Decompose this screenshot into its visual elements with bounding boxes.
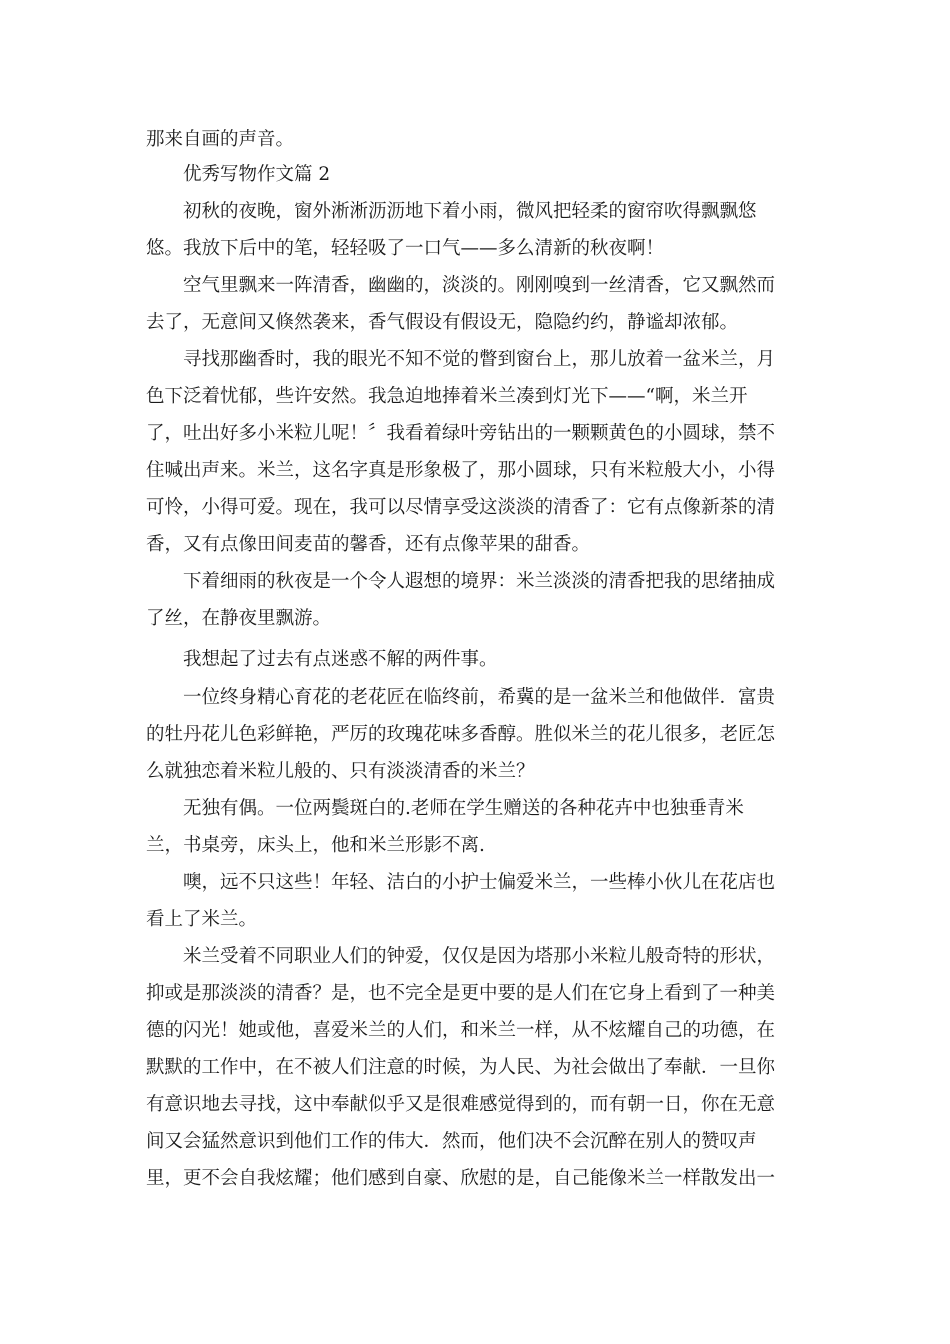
text-line: 无独有偶。一位两鬓斑白的.老师在学生赠送的各种花卉中也独垂青米	[146, 798, 744, 819]
text-line: 那来自画的声音。	[146, 129, 295, 150]
text-line: 德的闪光！她或他，喜爱米兰的人们，和米兰一样，从不炫耀自己的功德，在	[146, 1020, 776, 1041]
text-line: 么就独恋着米粒儿般的、只有淡淡清香的米兰？	[146, 761, 535, 782]
text-line: 兰，书桌旁，床头上，他和米兰形影不离.	[146, 835, 485, 856]
text-line: 我想起了过去有点迷惑不解的两件事。	[146, 649, 498, 670]
text-line: 寻找那幽香时，我的眼光不知不觉的瞥到窗台上，那儿放着一盆米兰，月	[146, 349, 776, 370]
text-line: 的牡丹花儿色彩鲜艳，严厉的玫瑰花味多香醇。胜似米兰的花儿很多，老匠怎	[146, 724, 776, 745]
text-line: 看上了米兰。	[146, 909, 258, 930]
text-line: 默默的工作中，在不被人们注意的时候，为人民、为社会做出了奉献．一旦你	[146, 1057, 776, 1078]
text-line: 米兰受着不同职业人们的钟爱，仅仅是因为塔那小米粒儿般奇特的形状，	[146, 946, 776, 967]
text-line: 抑或是那淡淡的清香？是，也不完全是更中要的是人们在它身上看到了一种美	[146, 983, 776, 1004]
text-line: 有意识地去寻找，这中奉献似乎又是很难感觉得到的，而有朝一日，你在无意	[146, 1094, 776, 1115]
text-line: 住喊出声来。米兰，这名字真是形象极了，那小圆球，只有米粒般大小，小得	[146, 460, 776, 481]
text-line: 初秋的夜晚，窗外淅淅沥沥地下着小雨，微风把轻柔的窗帘吹得飘飘悠	[146, 201, 757, 222]
text-line: 香，又有点像田间麦苗的馨香，还有点像苹果的甜香。	[146, 534, 591, 555]
text-line: 噢，远不只这些！年轻、洁白的小护士偏爱米兰，一些棒小伙儿在花店也	[146, 872, 776, 893]
text-line: 下着细雨的秋夜是一个令人遐想的境界：米兰淡淡的清香把我的思绪抽成	[146, 571, 776, 592]
text-line: 空气里飘来一阵清香，幽幽的，淡淡的。刚刚嗅到一丝清香，它又飘然而	[146, 275, 776, 296]
section-heading: 优秀写物作文篇 2	[146, 164, 331, 185]
text-line: 色下泛着忧郁，些许安然。我急迫地捧着米兰凑到灯光下——“啊，米兰开	[146, 386, 748, 407]
text-line: 间又会猛然意识到他们工作的伟大．然而，他们决不会沉醉在别人的赞叹声	[146, 1131, 757, 1152]
text-line: 了，吐出好多小米粒儿呢！〞我看着绿叶旁钻出的一颗颗黄色的小圆球，禁不	[146, 423, 776, 444]
text-line: 一位终身精心育花的老花匠在临终前，希冀的是一盆米兰和他做伴．富贵	[146, 687, 776, 708]
text-line: 悠。我放下后中的笔，轻轻吸了一口气——多么清新的秋夜啊！	[146, 238, 665, 259]
text-line: 了丝，在静夜里飘游。	[146, 608, 332, 629]
text-line: 里，更不会自我炫耀；他们感到自豪、欣慰的是，自己能像米兰一样散发出一	[146, 1168, 776, 1189]
text-line: 去了，无意间又倏然袭来，香气假设有假设无，隐隐约约，静谧却浓郁。	[146, 312, 739, 333]
text-line: 可怜，小得可爱。现在，我可以尽情享受这淡淡的清香了：它有点像新茶的清	[146, 497, 776, 518]
